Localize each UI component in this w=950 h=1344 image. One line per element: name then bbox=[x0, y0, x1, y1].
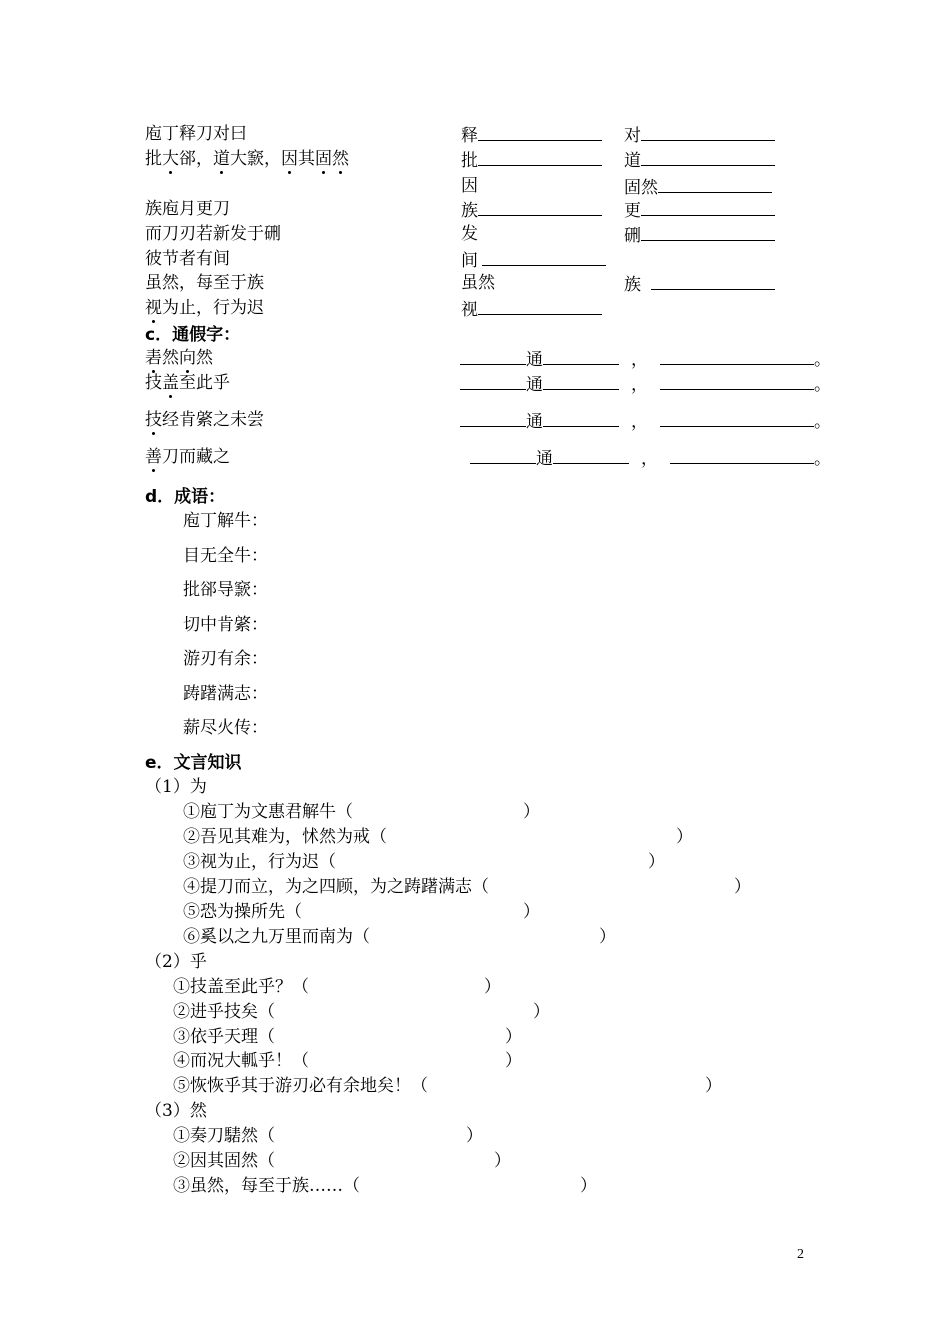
answer-blank[interactable] bbox=[660, 409, 814, 427]
vocab-sentence: 虽然，每至于族 bbox=[145, 273, 264, 293]
answer-blank[interactable] bbox=[460, 409, 526, 427]
vocab-fill bbox=[461, 175, 478, 197]
vocab-word: 更 bbox=[624, 201, 641, 221]
question-item: ②因其固然（ bbox=[173, 1151, 275, 1171]
tongjia-sentence-dotted: 善刀而藏之 bbox=[145, 447, 230, 467]
tongjia-fill[interactable] bbox=[470, 446, 831, 470]
answer-blank[interactable] bbox=[478, 198, 602, 216]
emphasis-dot-char: 固 bbox=[315, 149, 332, 169]
close-paren: ） bbox=[734, 877, 751, 897]
vocab-word: 固然 bbox=[624, 178, 658, 198]
group-label: （1）为 bbox=[145, 777, 207, 797]
idiom-item: 切中肯綮： bbox=[183, 615, 268, 635]
answer-blank[interactable] bbox=[470, 446, 536, 464]
answer-blank[interactable] bbox=[641, 198, 775, 216]
close-paren: ） bbox=[523, 902, 540, 922]
answer-blank[interactable] bbox=[553, 446, 629, 464]
vocab-sentence: 而刀刃若新发于硎 bbox=[145, 224, 281, 244]
tong-label: 通 bbox=[526, 350, 543, 370]
emphasis-dot-char: 砉 bbox=[145, 348, 162, 368]
vocab-fill[interactable] bbox=[624, 272, 775, 296]
vocab-fill[interactable] bbox=[461, 198, 602, 222]
vocab-fill[interactable] bbox=[461, 248, 606, 272]
question-item: ③虽然，每至于族……（ bbox=[173, 1176, 360, 1196]
section-e-title: e．文言知识 bbox=[145, 753, 242, 773]
answer-blank[interactable] bbox=[460, 347, 526, 365]
vocab-fill[interactable] bbox=[461, 148, 602, 172]
idiom-item: 批郤导窾： bbox=[183, 580, 268, 600]
vocab-fill bbox=[461, 223, 478, 245]
vocab-fill[interactable] bbox=[624, 148, 775, 172]
section-c-title: c．通假字： bbox=[145, 325, 241, 345]
idiom-item: 庖丁解牛： bbox=[183, 511, 268, 531]
vocab-fill[interactable] bbox=[624, 123, 775, 147]
vocab-fill bbox=[461, 272, 495, 294]
tong-label: 通 bbox=[526, 375, 543, 395]
close-paren: ） bbox=[494, 1151, 511, 1171]
comma: ， bbox=[641, 449, 658, 469]
question-item: ⑤恢恢乎其于游刃必有余地矣！（ bbox=[173, 1076, 428, 1096]
vocab-word: 视 bbox=[461, 300, 478, 320]
question-item: ②进乎技矣（ bbox=[173, 1002, 275, 1022]
answer-blank[interactable] bbox=[543, 372, 619, 390]
vocab-word: 族 bbox=[461, 201, 478, 221]
group-label: （3）然 bbox=[145, 1101, 207, 1121]
answer-blank[interactable] bbox=[482, 248, 606, 266]
emphasis-dot-char: 技 bbox=[145, 410, 162, 430]
tong-label: 通 bbox=[536, 449, 553, 469]
answer-blank[interactable] bbox=[641, 123, 775, 141]
question-item: ⑤恐为操所先（ bbox=[183, 902, 302, 922]
vocab-word: 道 bbox=[624, 151, 641, 171]
close-paren: ） bbox=[484, 977, 501, 997]
vocab-word: 因 bbox=[461, 176, 478, 196]
emphasis-dot-char: 视 bbox=[145, 298, 162, 318]
question-item: ①奏刀騞然（ bbox=[173, 1126, 275, 1146]
emphasis-dot-char: 向 bbox=[179, 348, 196, 368]
close-paren: ） bbox=[580, 1176, 597, 1196]
tongjia-sentence-dotted: 砉然向然 bbox=[145, 348, 213, 368]
answer-blank[interactable] bbox=[658, 175, 772, 193]
question-item: ①技盖至此乎？（ bbox=[173, 977, 309, 997]
tong-label: 通 bbox=[526, 412, 543, 432]
emphasis-dot-char: 大 bbox=[162, 149, 179, 169]
vocab-word: 族 bbox=[624, 275, 641, 295]
answer-blank[interactable] bbox=[478, 297, 602, 315]
emphasis-dot-char: 善 bbox=[145, 447, 162, 467]
close-paren: ） bbox=[505, 1027, 522, 1047]
period: 。 bbox=[814, 350, 831, 370]
comma: ， bbox=[631, 412, 648, 432]
question-item: ②吾见其难为，怵然为戒（ bbox=[183, 827, 387, 847]
question-item: ④提刀而立，为之四顾，为之踌躇满志（ bbox=[183, 877, 489, 897]
page-number: 2 bbox=[797, 1247, 804, 1262]
vocab-sentence: 庖丁释刀对曰 bbox=[145, 124, 247, 144]
close-paren: ） bbox=[533, 1002, 550, 1022]
vocab-word: 硎 bbox=[624, 226, 641, 246]
close-paren: ） bbox=[676, 827, 693, 847]
answer-blank[interactable] bbox=[478, 148, 602, 166]
answer-blank[interactable] bbox=[670, 446, 814, 464]
close-paren: ） bbox=[705, 1076, 722, 1096]
group-label: （2）乎 bbox=[145, 952, 207, 972]
period: 。 bbox=[814, 375, 831, 395]
close-paren: ） bbox=[523, 802, 540, 822]
close-paren: ） bbox=[599, 927, 616, 947]
tongjia-fill[interactable] bbox=[460, 372, 831, 396]
vocab-word: 对 bbox=[624, 126, 641, 146]
vocab-sentence: 彼节者有间 bbox=[145, 249, 230, 269]
answer-blank[interactable] bbox=[543, 347, 619, 365]
period: 。 bbox=[814, 412, 831, 432]
close-paren: ） bbox=[648, 852, 665, 872]
answer-blank[interactable] bbox=[660, 347, 814, 365]
close-paren: ） bbox=[505, 1051, 522, 1071]
emphasis-dot-char: 然 bbox=[332, 149, 349, 169]
section-d-title: d．成语： bbox=[145, 487, 226, 507]
emphasis-dot-char: 因 bbox=[281, 149, 298, 169]
vocab-sentence: 族庖月更刀 bbox=[145, 199, 230, 219]
answer-blank[interactable] bbox=[460, 372, 526, 390]
question-item: ④而况大軱乎！（ bbox=[173, 1051, 309, 1071]
vocab-fill[interactable] bbox=[461, 297, 602, 321]
question-item: ⑥奚以之九万里而南为（ bbox=[183, 927, 370, 947]
idiom-item: 目无全牛： bbox=[183, 546, 268, 566]
emphasis-dot-char: 道 bbox=[213, 149, 230, 169]
idiom-item: 薪尽火传： bbox=[183, 718, 268, 738]
vocab-word: 间 bbox=[461, 251, 478, 271]
vocab-fill[interactable] bbox=[624, 198, 775, 222]
tongjia-sentence-dotted: 技盖至此乎 bbox=[145, 373, 230, 393]
vocab-fill[interactable] bbox=[624, 175, 772, 199]
emphasis-dot-char: 盖 bbox=[162, 373, 179, 393]
answer-blank[interactable] bbox=[641, 223, 775, 241]
vocab-word: 批 bbox=[461, 151, 478, 171]
vocab-fill[interactable] bbox=[461, 123, 602, 147]
vocab-sentence-dotted: 视为止，行为迟 bbox=[145, 298, 264, 318]
vocab-fill[interactable] bbox=[624, 223, 775, 247]
vocab-word: 虽然 bbox=[461, 273, 495, 293]
answer-blank[interactable] bbox=[651, 272, 775, 290]
vocab-word: 发 bbox=[461, 224, 478, 244]
answer-blank[interactable] bbox=[478, 123, 602, 141]
vocab-word: 释 bbox=[461, 126, 478, 146]
tongjia-fill[interactable] bbox=[460, 409, 831, 433]
answer-blank[interactable] bbox=[543, 409, 619, 427]
tongjia-fill[interactable] bbox=[460, 347, 831, 371]
close-paren: ） bbox=[466, 1126, 483, 1146]
answer-blank[interactable] bbox=[641, 148, 775, 166]
answer-blank[interactable] bbox=[660, 372, 814, 390]
vocab-sentence-dotted: 批大郤，道大窾，因其固然 bbox=[145, 149, 349, 169]
idiom-item: 游刃有余： bbox=[183, 649, 268, 669]
idiom-item: 踌躇满志： bbox=[183, 684, 268, 704]
period: 。 bbox=[814, 449, 831, 469]
comma: ， bbox=[631, 375, 648, 395]
question-item: ③视为止，行为迟（ bbox=[183, 852, 336, 872]
question-item: ①庖丁为文惠君解牛（ bbox=[183, 802, 353, 822]
tongjia-sentence-dotted: 技经肯綮之未尝 bbox=[145, 410, 264, 430]
comma: ， bbox=[631, 350, 648, 370]
question-item: ③依乎天理（ bbox=[173, 1027, 275, 1047]
